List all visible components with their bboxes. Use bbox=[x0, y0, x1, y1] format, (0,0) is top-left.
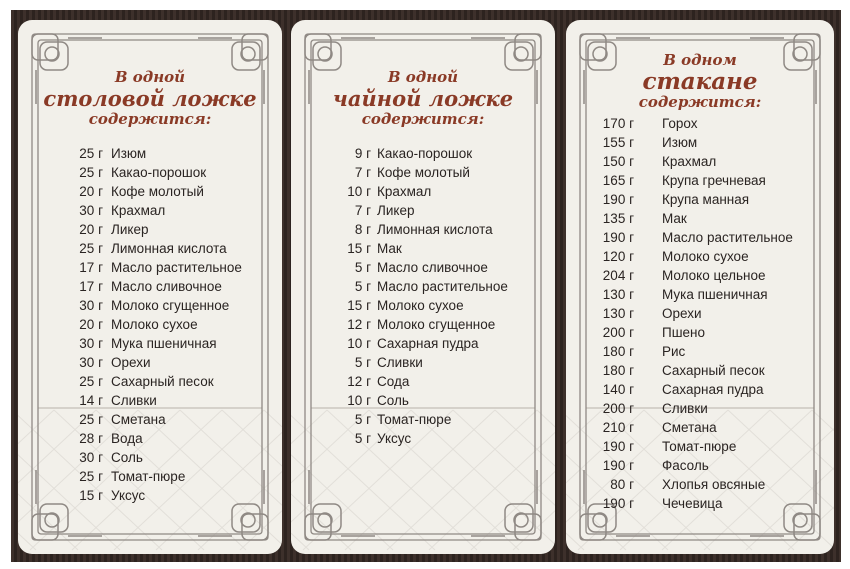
item-name: Сметана bbox=[662, 420, 717, 435]
item-amount: 7 г bbox=[354, 203, 371, 218]
list-item bbox=[566, 171, 816, 190]
item-name: Молоко сухое bbox=[662, 249, 749, 264]
list-item bbox=[566, 190, 816, 209]
list-item bbox=[18, 163, 268, 182]
item-name: Масло растительное bbox=[662, 230, 793, 245]
list-item bbox=[566, 494, 816, 513]
item-name: Томат-пюре bbox=[111, 469, 186, 484]
list-item bbox=[291, 201, 541, 220]
item-amount: 28 г bbox=[79, 431, 103, 446]
list-item bbox=[18, 201, 268, 220]
list-item bbox=[566, 304, 816, 323]
item-amount: 20 г bbox=[79, 317, 103, 332]
item-name: Ликер bbox=[111, 222, 149, 237]
item-amount: 20 г bbox=[79, 184, 103, 199]
item-amount: 9 г bbox=[354, 146, 371, 161]
item-amount: 200 г bbox=[602, 401, 634, 416]
item-amount: 5 г bbox=[354, 279, 371, 294]
item-name: Соль bbox=[377, 393, 409, 408]
item-amount: 180 г bbox=[602, 344, 634, 359]
item-amount: 170 г bbox=[602, 116, 634, 131]
list-item bbox=[566, 266, 816, 285]
item-amount: 25 г bbox=[79, 146, 103, 161]
list-item bbox=[291, 239, 541, 258]
item-amount: 10 г bbox=[347, 393, 371, 408]
item-amount: 14 г bbox=[79, 393, 103, 408]
item-name: Уксус bbox=[377, 431, 412, 446]
list-item bbox=[291, 296, 541, 315]
list-item bbox=[291, 315, 541, 334]
list-item bbox=[18, 486, 268, 505]
item-name: Крахмал bbox=[377, 184, 432, 199]
item-amount: 30 г bbox=[79, 298, 103, 313]
list-item bbox=[291, 220, 541, 239]
item-amount: 25 г bbox=[79, 241, 103, 256]
list-item bbox=[18, 334, 268, 353]
item-amount: 10 г bbox=[347, 336, 371, 351]
item-amount: 120 г bbox=[602, 249, 634, 264]
item-name: Сливки bbox=[377, 355, 423, 370]
list-item bbox=[566, 228, 816, 247]
item-amount: 25 г bbox=[79, 374, 103, 389]
item-name: Молоко сухое bbox=[111, 317, 198, 332]
list-item bbox=[566, 437, 816, 456]
list-item bbox=[566, 342, 816, 361]
list-item bbox=[566, 361, 816, 380]
list-item bbox=[566, 418, 816, 437]
item-amount: 5 г bbox=[354, 431, 371, 446]
item-name: Крупа гречневая bbox=[662, 173, 766, 188]
item-name: Соль bbox=[111, 450, 143, 465]
list-item bbox=[566, 152, 816, 171]
item-name: Орехи bbox=[662, 306, 702, 321]
panel-title-line2: стакане bbox=[642, 68, 758, 95]
item-name: Хлопья овсяные bbox=[662, 477, 766, 492]
item-amount: 25 г bbox=[79, 412, 103, 427]
item-amount: 17 г bbox=[79, 260, 103, 275]
item-name: Сода bbox=[377, 374, 410, 389]
item-name: Лимонная кислота bbox=[111, 241, 227, 256]
list-item bbox=[18, 410, 268, 429]
item-amount: 190 г bbox=[602, 192, 634, 207]
item-amount: 135 г bbox=[602, 211, 634, 226]
item-name: Уксус bbox=[111, 488, 146, 503]
item-amount: 5 г bbox=[354, 412, 371, 427]
panel-title-line3: содержится: bbox=[638, 93, 762, 111]
item-name: Мак bbox=[377, 241, 402, 256]
item-amount: 200 г bbox=[602, 325, 634, 340]
panel-glass bbox=[566, 20, 834, 554]
item-amount: 30 г bbox=[79, 450, 103, 465]
list-item bbox=[566, 456, 816, 475]
item-name: Сахарный песок bbox=[111, 374, 214, 389]
item-name: Молоко сгущенное bbox=[377, 317, 496, 332]
item-name: Масло растительное bbox=[111, 260, 242, 275]
item-amount: 190 г bbox=[602, 458, 634, 473]
item-amount: 150 г bbox=[602, 154, 634, 169]
item-amount: 8 г bbox=[354, 222, 371, 237]
item-name: Рис bbox=[662, 344, 686, 359]
item-name: Масло сливочное bbox=[377, 260, 488, 275]
list-item bbox=[18, 429, 268, 448]
list-item bbox=[291, 277, 541, 296]
list-item bbox=[291, 334, 541, 353]
item-amount: 25 г bbox=[79, 165, 103, 180]
item-amount: 190 г bbox=[602, 496, 634, 511]
item-name: Орехи bbox=[111, 355, 151, 370]
list-item bbox=[18, 296, 268, 315]
list-item bbox=[566, 114, 816, 133]
item-name: Ликер bbox=[377, 203, 415, 218]
list-item bbox=[291, 353, 541, 372]
list-item bbox=[291, 372, 541, 391]
item-amount: 204 г bbox=[602, 268, 634, 283]
list-item bbox=[291, 258, 541, 277]
item-name: Сливки bbox=[662, 401, 708, 416]
item-name: Фасоль bbox=[662, 458, 709, 473]
item-name: Сметана bbox=[111, 412, 166, 427]
item-name: Сливки bbox=[111, 393, 157, 408]
panel-title-line2: чайной ложке bbox=[332, 86, 514, 111]
item-amount: 12 г bbox=[347, 374, 371, 389]
list-item bbox=[18, 277, 268, 296]
item-amount: 80 г bbox=[610, 477, 634, 492]
item-amount: 12 г bbox=[347, 317, 371, 332]
list-item bbox=[291, 410, 541, 429]
corner-ornament-icon bbox=[305, 470, 375, 540]
item-name: Какао-порошок bbox=[377, 146, 473, 161]
item-name: Вода bbox=[111, 431, 143, 446]
item-name: Кофе молотый bbox=[111, 184, 204, 199]
item-name: Молоко сгущенное bbox=[111, 298, 230, 313]
list-item bbox=[566, 475, 816, 494]
item-amount: 17 г bbox=[79, 279, 103, 294]
list-item bbox=[18, 353, 268, 372]
item-amount: 130 г bbox=[602, 287, 634, 302]
list-item bbox=[18, 448, 268, 467]
item-name: Молоко сухое bbox=[377, 298, 464, 313]
list-item bbox=[291, 391, 541, 410]
item-amount: 5 г bbox=[354, 260, 371, 275]
background-board bbox=[11, 10, 841, 562]
panel-title-line1: В одной bbox=[114, 68, 186, 86]
item-amount: 165 г bbox=[602, 173, 634, 188]
list-item bbox=[291, 144, 541, 163]
item-name: Мука пшеничная bbox=[662, 287, 768, 302]
item-amount: 15 г bbox=[347, 298, 371, 313]
list-item bbox=[566, 323, 816, 342]
item-amount: 15 г bbox=[79, 488, 103, 503]
item-name: Крахмал bbox=[662, 154, 717, 169]
list-item bbox=[18, 220, 268, 239]
item-amount: 15 г bbox=[347, 241, 371, 256]
corner-ornament-icon bbox=[471, 470, 541, 540]
panel-title-line3: содержится: bbox=[88, 110, 212, 128]
list-item bbox=[291, 182, 541, 201]
item-amount: 10 г bbox=[347, 184, 371, 199]
item-name: Изюм bbox=[662, 135, 698, 150]
item-name: Томат-пюре bbox=[662, 439, 737, 454]
item-amount: 25 г bbox=[79, 469, 103, 484]
list-item bbox=[18, 467, 268, 486]
list-item bbox=[18, 182, 268, 201]
list-item bbox=[291, 429, 541, 448]
item-name: Томат-пюре bbox=[377, 412, 452, 427]
item-amount: 30 г bbox=[79, 355, 103, 370]
list-item bbox=[18, 144, 268, 163]
panel-teaspoon bbox=[291, 20, 555, 554]
item-name: Пшено bbox=[662, 325, 706, 340]
list-item bbox=[566, 399, 816, 418]
item-name: Какао-порошок bbox=[111, 165, 207, 180]
item-name: Масло сливочное bbox=[111, 279, 222, 294]
item-name: Крахмал bbox=[111, 203, 166, 218]
item-amount: 210 г bbox=[602, 420, 634, 435]
item-name: Молоко цельное bbox=[662, 268, 766, 283]
list-item bbox=[18, 258, 268, 277]
list-item bbox=[566, 285, 816, 304]
item-amount: 155 г bbox=[602, 135, 634, 150]
item-name: Масло растительное bbox=[377, 279, 508, 294]
item-amount: 30 г bbox=[79, 203, 103, 218]
item-name: Изюм bbox=[111, 146, 147, 161]
item-amount: 140 г bbox=[602, 382, 634, 397]
item-amount: 180 г bbox=[602, 363, 634, 378]
list-item bbox=[18, 372, 268, 391]
item-amount: 190 г bbox=[602, 230, 634, 245]
list-item bbox=[18, 239, 268, 258]
list-item bbox=[291, 163, 541, 182]
item-name: Мак bbox=[662, 211, 687, 226]
item-name: Крупа манная bbox=[662, 192, 750, 207]
item-amount: 130 г bbox=[602, 306, 634, 321]
item-name: Чечевица bbox=[662, 496, 723, 511]
item-amount: 190 г bbox=[602, 439, 634, 454]
panel-title-line2: столовой ложке bbox=[43, 86, 257, 111]
item-name: Горох bbox=[662, 116, 698, 131]
item-amount: 5 г bbox=[354, 355, 371, 370]
list-item bbox=[566, 209, 816, 228]
item-name: Лимонная кислота bbox=[377, 222, 493, 237]
panel-title-line1: В одном bbox=[663, 51, 737, 69]
item-amount: 30 г bbox=[79, 336, 103, 351]
list-item bbox=[566, 247, 816, 266]
item-amount: 20 г bbox=[79, 222, 103, 237]
panel-title-line1: В одной bbox=[387, 68, 459, 86]
list-item bbox=[18, 391, 268, 410]
item-name: Кофе молотый bbox=[377, 165, 470, 180]
panel-title-line3: содержится: bbox=[361, 110, 485, 128]
item-amount: 7 г bbox=[354, 165, 371, 180]
panel-tablespoon bbox=[18, 20, 282, 554]
list-item bbox=[18, 315, 268, 334]
list-item bbox=[566, 133, 816, 152]
item-name: Сахарный песок bbox=[662, 363, 765, 378]
item-name: Сахарная пудра bbox=[377, 336, 479, 351]
list-item bbox=[566, 380, 816, 399]
item-name: Мука пшеничная bbox=[111, 336, 217, 351]
item-name: Сахарная пудра bbox=[662, 382, 764, 397]
